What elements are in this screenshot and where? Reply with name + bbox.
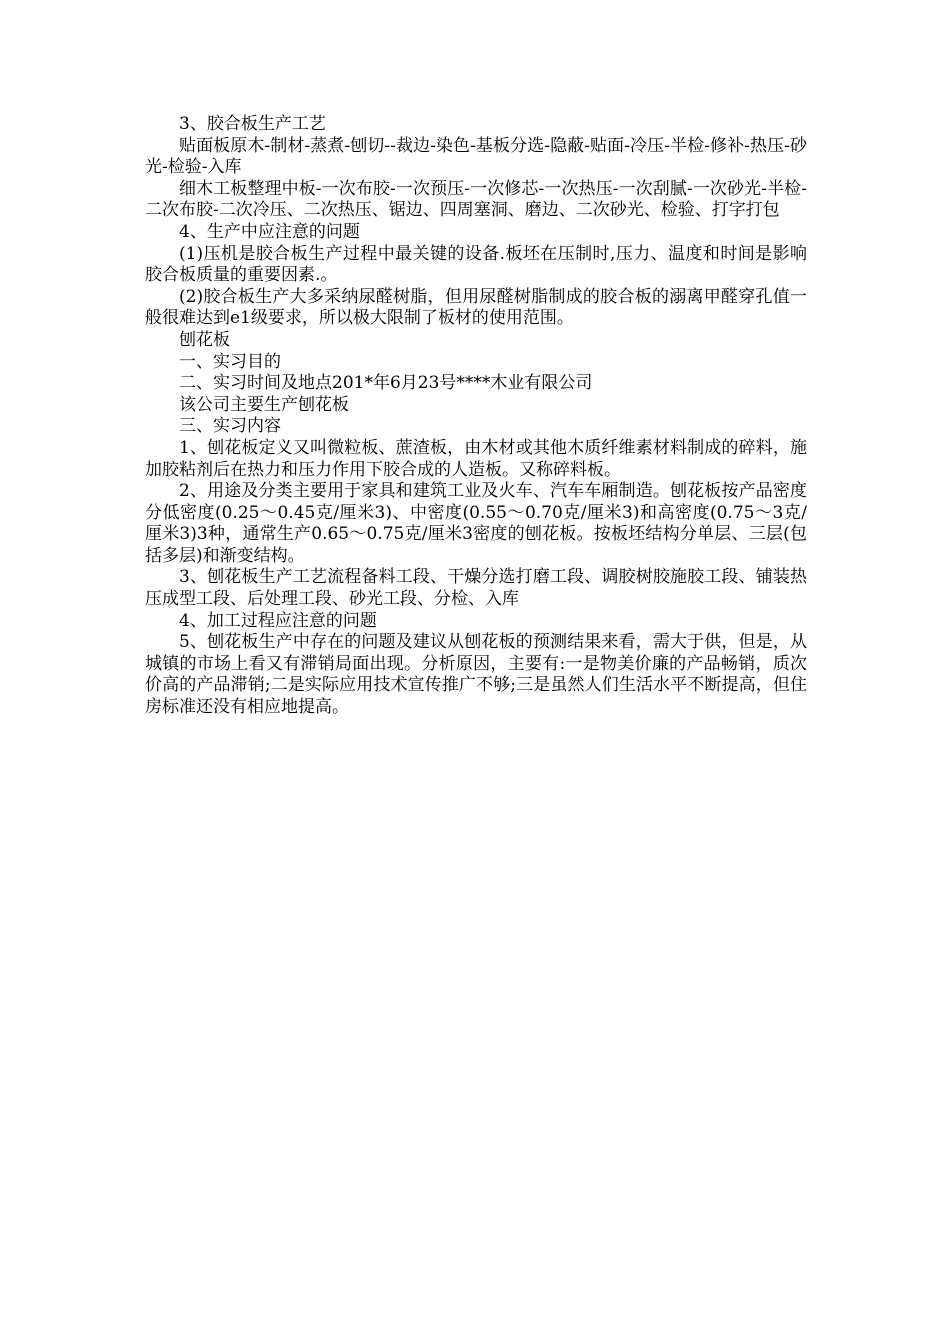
section-heading-plywood-process: 3、胶合板生产工艺 xyxy=(179,114,326,134)
heading-internship-purpose: 一、实习目的 xyxy=(179,351,281,372)
paragraph-veneer-board-process: 贴面板原木-制材-蒸煮-刨切--裁边-染色-基板分选-隐蔽-贴面-冷压-半检-修补-热压-砂光-检验-入库 xyxy=(145,135,807,178)
paragraph-blockboard-process: 细木工板整理中板-一次布胶-一次预压-一次修芯-一次热压-一次刮腻-一次砂光-半检-二次布胶-二次冷压、二次热压、锯边、四周塞洞、磨边、二次砂光、检验、打字打包 xyxy=(145,178,807,221)
section-heading-production-issues: 4、生产中应注意的问题 xyxy=(179,221,360,242)
paragraph-particleboard-process: 3、刨花板生产工艺流程备料工段、干燥分选打磨工段、调胶树胶施胶工段、铺装热压成型工段、后处理工段、砂光工段、分检、入库 xyxy=(145,567,807,610)
paragraph-particleboard-definition: 1、刨花板定义又叫微粒板、蔗渣板，由木材或其他木质纤维素材料制成的碎料，施加胶粘剂后在热力和压力作用下胶合成的人造板。又称碎料板。 xyxy=(145,437,807,480)
paragraph-time-and-place: 二、实习时间及地点201*年6月23号****木业有限公司 xyxy=(179,373,593,394)
paragraph-press-machine: (1)压机是胶合板生产过程中最关键的设备.板坯在压制时,压力、温度和时间是影响胶合板质量的重要因素.。 xyxy=(145,243,807,286)
paragraph-problems-and-suggestions: 5、刨花板生产中存在的问题及建议从刨花板的预测结果来看，需大于供，但是，从城镇的市场上看又有滞销局面出现。分析原因，主要有:一是物美价廉的产品畅销，质次价高的产品滞销;二是实际应用技术宣传推广不够;三是虽然人们生活水平不断提高，但住房标准还没有相应地提高。 xyxy=(145,632,807,718)
paragraph-urea-resin: (2)胶合板生产大多采纳尿醛树脂，但用尿醛树脂制成的胶合板的溺离甲醛穿孔值一般很难达到e1级要求，所以极大限制了板材的使用范围。 xyxy=(145,286,807,329)
paragraph-uses-and-classification: 2、用途及分类主要用于家具和建筑工业及火车、汽车车厢制造。刨花板按产品密度分低密度(0.25～0.45克/厘米3)、中密度(0.55～0.70克/厘米3)和高密度(0.75～3克/厘米3)3种，通常生产0.65～0.75克/厘米3密度的刨花板。按板坯结构分单层、三层(包括多层)和渐变结构。 xyxy=(145,481,807,566)
document-body xyxy=(145,114,807,719)
heading-internship-content: 三、实习内容 xyxy=(179,416,281,437)
heading-particleboard: 刨花板 xyxy=(179,329,230,350)
heading-processing-issues: 4、加工过程应注意的问题 xyxy=(179,610,377,631)
paragraph-company-product: 该公司主要生产刨花板 xyxy=(179,394,349,415)
